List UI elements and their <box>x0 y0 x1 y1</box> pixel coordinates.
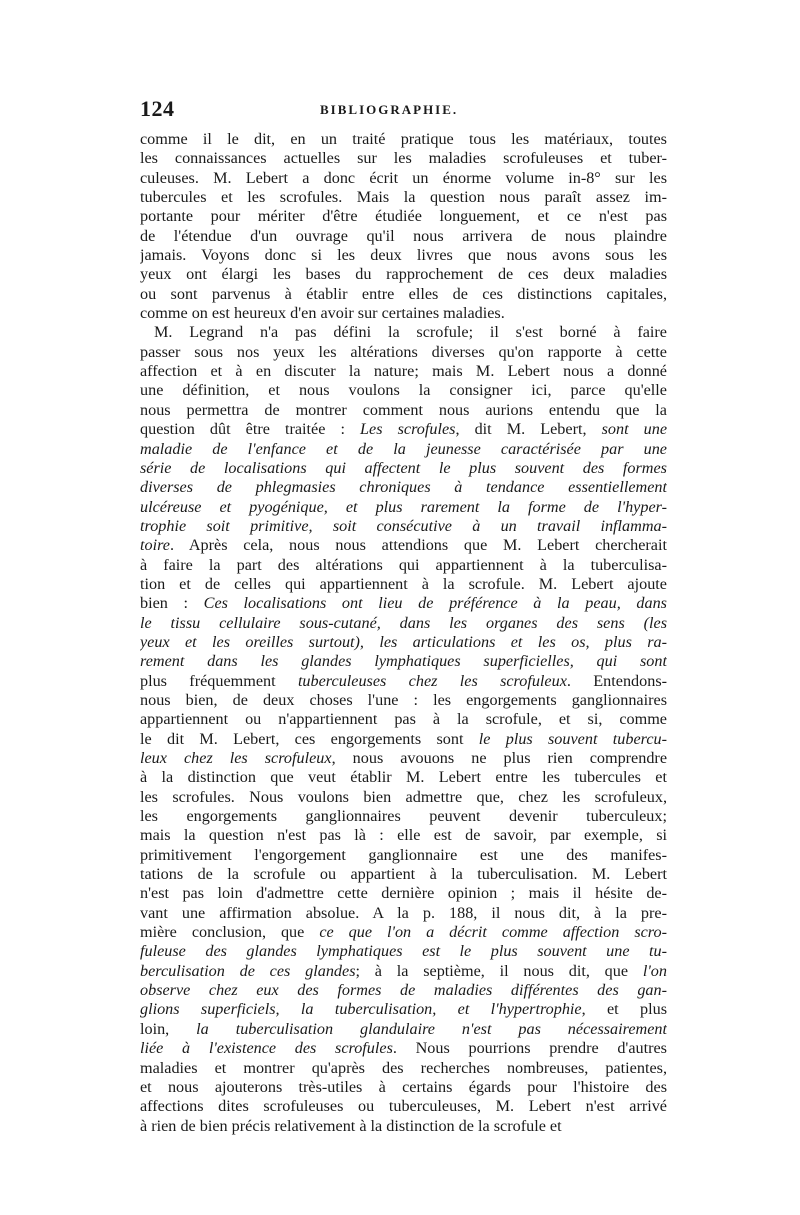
text-segment: et nous ajouterons très-utiles à certains égards pour l'histoire des <box>140 1077 667 1096</box>
text-line <box>140 478 667 497</box>
text-line <box>140 1059 667 1078</box>
text-line <box>140 614 667 633</box>
text-line <box>140 904 667 923</box>
text-segment: une définition, et nous voulons la consigner ici, parce qu'elle <box>140 381 667 400</box>
italic-text: ulcéreuse et pyogénique, et plus rarement la forme de l'hyper- <box>140 497 667 516</box>
text-segment: tations de la scrofule ou appartient à la tuberculisation. M. Lebert <box>140 865 667 884</box>
text-line <box>140 652 667 671</box>
italic-text: liée à l'existence des scrofules <box>140 1039 393 1058</box>
text-segment: loin, <box>140 1019 197 1038</box>
text-line <box>140 1117 667 1136</box>
text-line <box>140 691 667 710</box>
text-segment: bien : <box>140 594 204 613</box>
text-line <box>140 149 667 168</box>
text-segment: vant une affirmation absolue. A la p. 188, il nous dit, à la pre- <box>140 903 667 922</box>
text-line <box>140 884 667 903</box>
text-segment: yeux ont élargi les bases du rapprochement de ces deux maladies <box>140 265 667 284</box>
italic-text: leux chez les scrofuleux <box>140 749 332 767</box>
text-line <box>140 1039 667 1058</box>
text-line <box>140 1097 667 1116</box>
text-segment: . Entendons- <box>566 671 667 690</box>
text-line <box>140 826 667 845</box>
text-segment: n'est pas loin d'admettre cette dernière opinion ; mais il hésite de- <box>140 884 667 903</box>
text-segment: tion et de celles qui appartiennent à la scrofule. M. Lebert ajoute <box>140 574 667 593</box>
text-line <box>140 498 667 517</box>
text-line <box>140 362 667 381</box>
text-segment: . Après cela, nous nous attendions que M. Lebert chercherait <box>169 536 667 555</box>
italic-text: yeux et les oreilles surtout), les articulations et les os, plus ra- <box>140 632 667 651</box>
book-page <box>140 96 667 1136</box>
italic-text: l'on <box>642 961 667 980</box>
text-line <box>140 962 667 981</box>
text-line <box>140 130 667 149</box>
text-line <box>140 749 667 768</box>
text-segment: ou sont parvenus à établir entre elles de ces distinctions capitales, <box>140 284 667 303</box>
text-line <box>140 304 667 323</box>
text-line <box>140 594 667 613</box>
text-segment: , et plus <box>581 1000 667 1019</box>
italic-text: fuleuse des glandes lymphatiques est le plus souvent une tu- <box>140 942 667 961</box>
text-segment: plus fréquemment <box>140 671 298 690</box>
text-line <box>140 846 667 865</box>
text-line <box>140 981 667 1000</box>
italic-text: observe chez eux des formes de maladies différentes des gan- <box>140 981 667 1000</box>
italic-text: Ces localisations ont lieu de préférence à la peau, dans <box>203 594 667 613</box>
text-segment: affection et à en discuter la nature; mais M. Lebert nous a donné <box>140 362 667 381</box>
text-segment: le dit M. Lebert, ces engorgements sont <box>140 729 479 748</box>
text-line <box>140 227 667 246</box>
text-line <box>140 788 667 807</box>
text-line <box>140 323 667 342</box>
text-line <box>140 440 667 459</box>
italic-text: la tuberculisation glandulaire n'est pas nécessairement <box>196 1019 667 1038</box>
text-segment: à rien de bien précis relativement à la distinction de la scrofule et <box>140 1116 562 1135</box>
text-segment: appartiennent ou n'appartiennent pas à la scrofule, et si, comme <box>140 710 667 729</box>
text-segment: les scrofules. Nous voulons bien admettre que, chez les scrofuleux, <box>140 787 667 806</box>
italic-text: rement dans les glandes lymphatiques superficielles, qui sont <box>140 652 667 671</box>
text-segment: ; à la septième, il nous dit, que <box>355 961 643 980</box>
text-line <box>140 556 667 575</box>
text-line <box>140 768 667 787</box>
text-segment: tubercules et les scrofules. Mais la question nous paraît assez im- <box>140 188 667 207</box>
text-segment: les connaissances actuelles sur les maladies scrofuleuses et tuber- <box>140 149 667 168</box>
italic-text: le plus souvent tubercu- <box>478 729 667 748</box>
text-segment: mais la question n'est pas là : elle est de savoir, par exemple, si <box>140 826 667 845</box>
text-segment: comme on est heureux d'en avoir sur certaines maladies. <box>140 304 505 323</box>
text-line <box>140 343 667 362</box>
italic-text: maladie de l'enfance et de la jeunesse caractérisée par une <box>140 439 667 458</box>
text-segment: portante pour mériter d'être étudiée longuement, et ce n'est pas <box>140 207 667 226</box>
italic-text: berculisation de ces glandes <box>140 961 356 980</box>
text-line <box>140 730 667 749</box>
text-line <box>140 169 667 188</box>
text-line <box>140 710 667 729</box>
running-title: BIBLIOGRAPHIE. <box>320 102 459 117</box>
italic-text: sont une <box>601 420 667 439</box>
italic-text: glions superficiels, la tuberculisation, et l'hypertrophie <box>140 1000 582 1019</box>
body-text <box>140 130 667 1136</box>
text-line <box>140 420 667 439</box>
italic-text: ce que l'on a décrit comme affection scro- <box>319 923 667 942</box>
text-line <box>140 1020 667 1039</box>
text-segment: mière conclusion, que <box>140 923 320 942</box>
text-line <box>140 807 667 826</box>
italic-text: Les scrofules <box>360 420 456 439</box>
text-line <box>140 633 667 652</box>
text-segment: nous permettra de montrer comment nous aurions entendu que la <box>140 400 667 419</box>
page-header <box>140 96 667 126</box>
text-segment: passer sous nos yeux les altérations diverses qu'on rapporte à cette <box>140 342 667 361</box>
text-line <box>140 1000 667 1019</box>
text-segment: comme il le dit, en un traité pratique tous les matériaux, toutes <box>140 130 667 148</box>
italic-text: le tissu cellulaire sous-cutané, dans les organes des sens (les <box>140 613 667 632</box>
text-segment: de l'étendue d'un ouvrage qu'il nous arrivera de nous plaindre <box>140 226 667 245</box>
text-segment: primitivement l'engorgement ganglionnaire est une des manifes- <box>140 845 667 864</box>
text-line <box>140 517 667 536</box>
italic-text: tuberculeuses chez les scrofuleux <box>297 671 567 690</box>
italic-text: trophie soit primitive, soit consécutive à un travail inflamma- <box>140 516 667 535</box>
italic-text: série de localisations qui affectent le plus souvent des formes <box>140 458 667 477</box>
text-segment: maladies et montrer qu'après des recherches nombreuses, patientes, <box>140 1058 667 1077</box>
text-line <box>140 459 667 478</box>
italic-text: diverses de phlegmasies chroniques à tendance essentiellement <box>140 478 667 497</box>
text-line <box>140 1078 667 1097</box>
text-segment: jamais. Voyons donc si les deux livres que nous avons sous les <box>140 246 667 265</box>
text-line <box>140 672 667 691</box>
text-line <box>140 942 667 961</box>
text-segment: , dit M. Lebert, <box>455 420 602 439</box>
text-segment: culeuses. M. Lebert a donc écrit un énorme volume in-8° sur les <box>140 168 667 187</box>
text-line <box>140 207 667 226</box>
text-line <box>140 246 667 265</box>
text-line <box>140 285 667 304</box>
text-line <box>140 265 667 284</box>
text-line <box>140 188 667 207</box>
text-segment: les engorgements ganglionnaires peuvent devenir tuberculeux; <box>140 807 667 826</box>
text-line <box>140 575 667 594</box>
text-segment: M. Legrand n'a pas défini la scrofule; il s'est borné à faire <box>154 323 667 342</box>
text-line <box>140 381 667 400</box>
text-line <box>140 536 667 555</box>
text-segment: question dût être traitée : <box>140 420 361 439</box>
text-segment: à faire la part des altérations qui appartiennent à la tuberculisa- <box>140 555 667 574</box>
text-line <box>140 401 667 420</box>
text-segment: , nous avouons ne plus rien comprendre <box>331 749 667 767</box>
text-segment: . Nous pourrions prendre d'autres <box>392 1039 667 1058</box>
text-segment: nous bien, de deux choses l'une : les engorgements ganglionnaires <box>140 690 667 709</box>
text-segment: affections dites scrofuleuses ou tuberculeuses, M. Lebert n'est arrivé <box>140 1097 667 1116</box>
text-segment: à la distinction que veut établir M. Lebert entre les tubercules et <box>140 768 667 787</box>
page-number: 124 <box>140 96 175 121</box>
text-line <box>140 923 667 942</box>
italic-text: toire <box>140 536 170 555</box>
text-line <box>140 865 667 884</box>
